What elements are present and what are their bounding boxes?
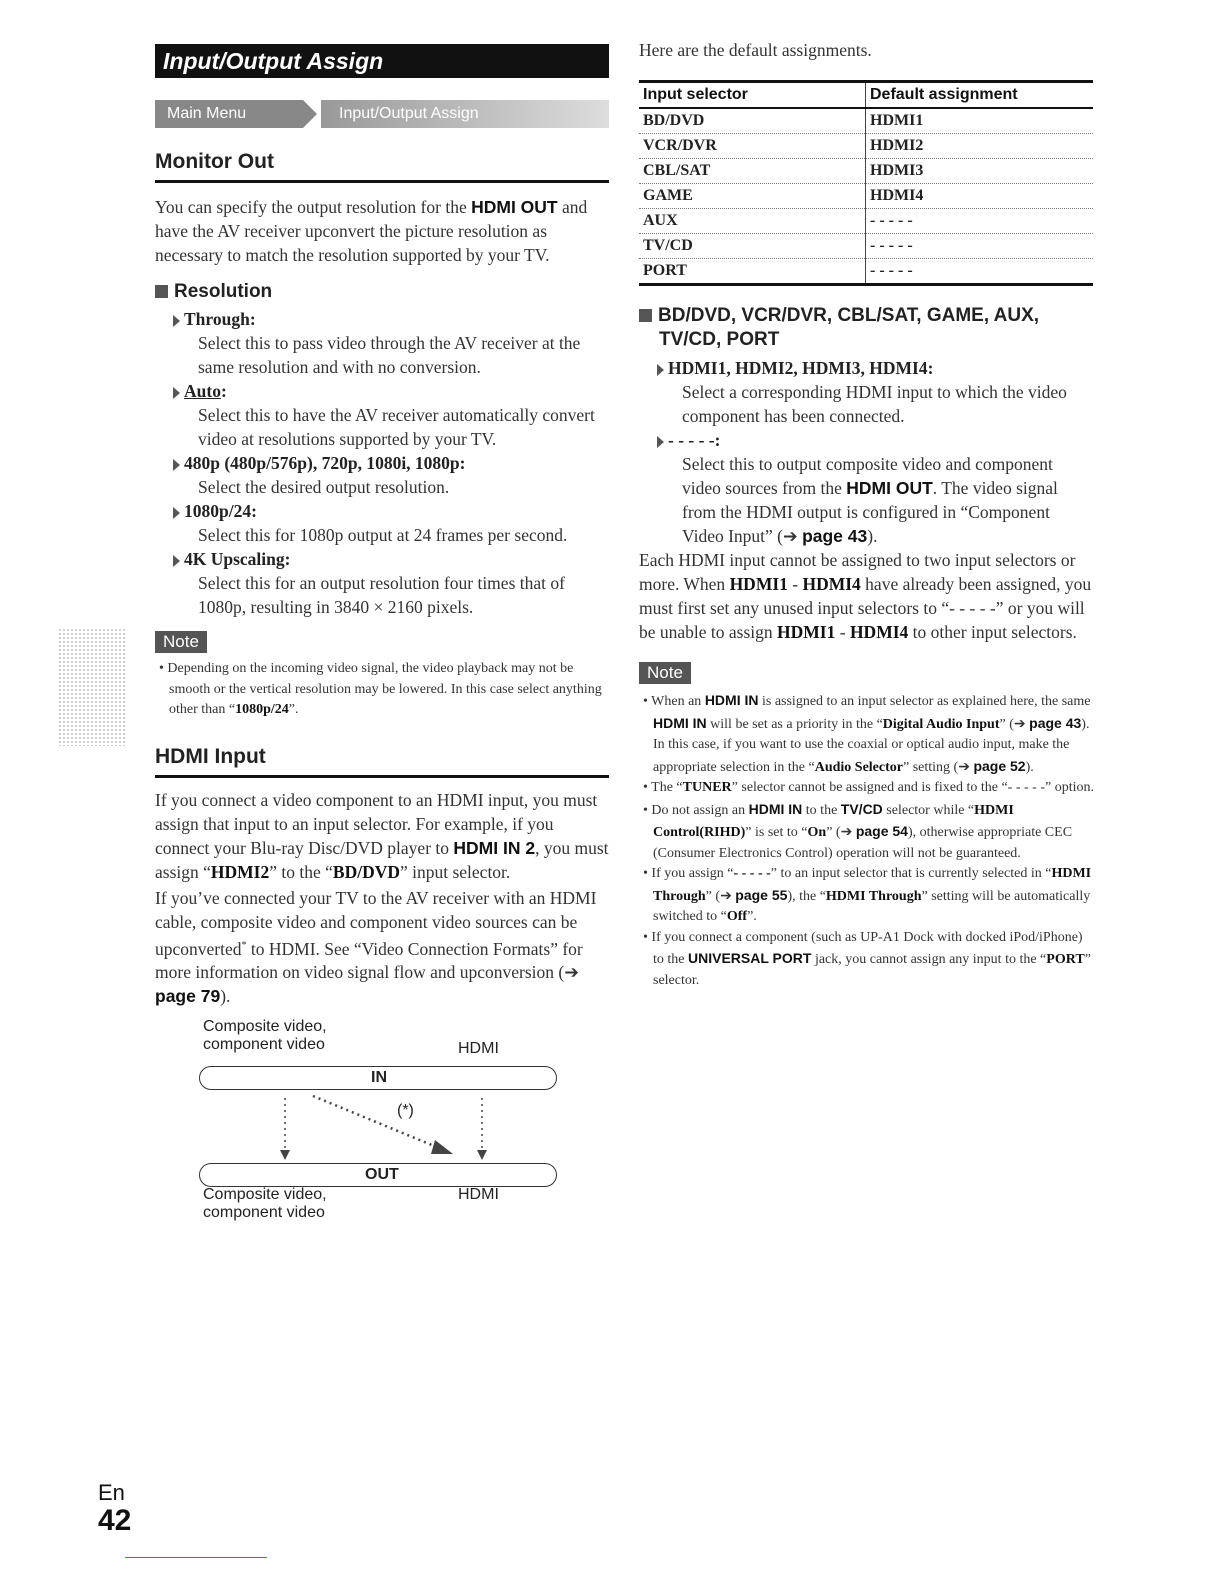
page-number: 42 bbox=[98, 1504, 132, 1537]
option-hdmi1-4: HDMI1, HDMI2, HDMI3, HDMI4: bbox=[657, 356, 1095, 380]
selector-options bbox=[639, 356, 1095, 548]
cell-input: TV/CD bbox=[639, 234, 866, 259]
option-desc: Select the desired output resolution. bbox=[198, 477, 450, 497]
option-through: Through: bbox=[173, 307, 609, 331]
cell-input: AUX bbox=[639, 209, 866, 234]
composite-down-arrow-head bbox=[280, 1150, 290, 1160]
hdmi-input-para-1: If you connect a video component to an HDMI input, you must assign that input to an input selector. For example, if you connect your Blu-ray Disc/DVD player to HDMI IN 2, you must assign “HDMI2” to the “BD/DVD” input selector. bbox=[155, 789, 609, 882]
hdmi-input-para-2: If you’ve connected your TV to the AV receiver with an HDMI cable, composite video and component video sources can be upconverted* to HDMI. See “Video Connection Formats” for more information on video signal flow and upconversion (➔ page 79). bbox=[155, 887, 597, 1007]
cell-default: HDMI1 bbox=[866, 108, 1094, 134]
table-row bbox=[639, 234, 1093, 259]
cell-default: - - - - - bbox=[866, 234, 1094, 259]
defaults-intro: Here are the default assignments. bbox=[639, 40, 872, 60]
selectors-paragraph: Each HDMI input cannot be assigned to two input selectors or more. When HDMI1 - HDMI4 have already been assigned, you must first set any unused input selectors to “- - - - -” or you will be unable to assign HDMI1 - HDMI4 to other input selectors. bbox=[639, 550, 1092, 642]
cell-input: VCR/DVR bbox=[639, 134, 866, 159]
option-1080p24: 1080p/24: bbox=[173, 499, 609, 523]
cell-default: HDMI4 bbox=[866, 184, 1094, 209]
upconversion-diagram bbox=[203, 1018, 563, 1238]
arrow-right-icon: ➔ bbox=[564, 962, 579, 983]
col-input-selector: Input selector bbox=[639, 82, 866, 109]
option-desc: Select this for 1080p output at 24 frames per second. bbox=[198, 525, 568, 545]
note-item: • If you assign “- - - - -” to an input selector that is currently selected in “HDMI Through” (➔ page 55), the “HDMI Through” setting will be automatically switched to “Off”. bbox=[643, 866, 1092, 924]
table-row bbox=[639, 259, 1093, 285]
monitor-out-heading: Monitor Out bbox=[155, 150, 609, 183]
triangle-bullet-icon bbox=[657, 364, 664, 376]
breadcrumb-current: Input/Output Assign bbox=[321, 100, 609, 128]
option-desc: Select this to have the AV receiver automatically convert video at resolutions supported by your TV. bbox=[198, 405, 595, 449]
default-assignment-table bbox=[639, 80, 1093, 286]
cell-input: PORT bbox=[639, 259, 866, 285]
resolution-heading: Resolution bbox=[155, 281, 609, 303]
diagram-top-right-label: HDMI bbox=[458, 1040, 499, 1058]
breadcrumb bbox=[155, 100, 609, 128]
option-desc: Select this to output composite video and component video sources from the HDMI OUT. The video signal from the HDMI output is configured in “Component Video Input” (➔ page 43). bbox=[682, 454, 1058, 546]
cell-default: HDMI3 bbox=[866, 159, 1094, 184]
diagram-bottom-left-label: Composite video, component video bbox=[203, 1186, 327, 1222]
cell-input: CBL/SAT bbox=[639, 159, 866, 184]
note-item: • The “TUNER” selector cannot be assigned and is fixed to the “- - - - -” option. bbox=[643, 780, 1094, 795]
note-item: • When an HDMI IN is assigned to an input selector as explained here, the same HDMI IN will be set as a priority in the “Digital Audio Input” (➔ page 43). In this case, if you want to use the coaxial or optical audio input, make the appropriate selection in the “Audio Selector” setting (➔ page 52). bbox=[643, 692, 1091, 775]
monitor-out-intro: You can specify the output resolution for the HDMI OUT and have the AV receiver upconvert the picture resolution as necessary to match the resolution supported by your TV. bbox=[155, 197, 588, 265]
note-item: • Do not assign an HDMI IN to the TV/CD selector while “HDMI Control(RIHD)” is set to “On” (➔ page 54), otherwise appropriate CEC (Consumer Electronics Control) operation will not be guaranteed. bbox=[643, 800, 1073, 861]
table-row bbox=[639, 209, 1093, 234]
triangle-bullet-icon bbox=[173, 507, 180, 519]
arrow-right-icon: ➔ bbox=[1013, 716, 1026, 732]
breadcrumb-main-menu: Main Menu bbox=[155, 100, 303, 128]
option-desc: Select this to pass video through the AV receiver at the same resolution and with no conversion. bbox=[198, 333, 581, 377]
triangle-bullet-icon bbox=[173, 459, 180, 471]
option-desc: Select a corresponding HDMI input to which the video component has been connected. bbox=[682, 382, 1067, 426]
square-bullet-icon bbox=[155, 285, 168, 298]
col-default-assignment: Default assignment bbox=[866, 82, 1094, 109]
square-bullet-icon bbox=[639, 309, 652, 322]
triangle-bullet-icon bbox=[173, 555, 180, 567]
arrow-right-icon: ➔ bbox=[840, 825, 853, 840]
selectors-heading: BD/DVD, VCR/DVR, CBL/SAT, GAME, AUX, TV/CD, PORT bbox=[639, 304, 1095, 352]
note-badge: Note bbox=[639, 662, 691, 684]
note-item: • Depending on the incoming video signal, the video playback may not be smooth or the vertical resolution may be lowered. In this case select anything other than “1080p/24”. bbox=[159, 661, 602, 717]
option-desc: Select this for an output resolution four times that of 1080p, resulting in 3840 × 2160 pixels. bbox=[198, 573, 565, 617]
diagram-bottom-right-label: HDMI bbox=[458, 1186, 499, 1204]
diagram-arrows bbox=[203, 1090, 563, 1170]
language-label: En bbox=[98, 1480, 125, 1505]
hdmi-input-heading: HDMI Input bbox=[155, 745, 609, 778]
section-title: Input/Output Assign bbox=[155, 44, 609, 78]
upconvert-diagonal-line bbox=[313, 1096, 439, 1148]
option-dashes: - - - - -: bbox=[657, 428, 1095, 452]
triangle-bullet-icon bbox=[173, 387, 180, 399]
diagram-out-label: OUT bbox=[365, 1166, 399, 1184]
note-item: • If you connect a component (such as UP-A1 Dock with docked iPod/iPhone) to the UNIVERSAL PORT jack, you cannot assign any input to the “PORT” selector. bbox=[643, 929, 1091, 988]
footer-rule bbox=[125, 1557, 267, 1558]
table-row bbox=[639, 134, 1093, 159]
table-header-row bbox=[639, 82, 1093, 109]
cell-input: GAME bbox=[639, 184, 866, 209]
table-row bbox=[639, 108, 1093, 134]
option-4k-upscaling: 4K Upscaling: bbox=[173, 547, 609, 571]
arrow-right-icon: ➔ bbox=[783, 526, 798, 546]
cell-default: HDMI2 bbox=[866, 134, 1094, 159]
cell-default: - - - - - bbox=[866, 209, 1094, 234]
diagram-top-left-label: Composite video, component video bbox=[203, 1018, 327, 1054]
option-auto: Auto: bbox=[173, 379, 609, 403]
upconvert-arrow-head bbox=[431, 1140, 453, 1154]
right-column bbox=[639, 38, 1095, 991]
triangle-bullet-icon bbox=[173, 315, 180, 327]
hdmi-down-arrow-head bbox=[477, 1150, 487, 1160]
cell-input: BD/DVD bbox=[639, 108, 866, 134]
resolution-options bbox=[155, 307, 609, 619]
table-row bbox=[639, 159, 1093, 184]
margin-dot-pattern bbox=[58, 628, 126, 746]
selectors-note-block bbox=[639, 662, 1095, 991]
option-480p: 480p (480p/576p), 720p, 1080i, 1080p: bbox=[173, 451, 609, 475]
note-badge: Note bbox=[155, 631, 207, 653]
arrow-right-icon: ➔ bbox=[958, 759, 970, 775]
cell-default: - - - - - bbox=[866, 259, 1094, 285]
arrow-right-icon: ➔ bbox=[720, 888, 732, 904]
page-footer bbox=[98, 1480, 131, 1538]
left-column bbox=[155, 44, 609, 1238]
diagram-in-label: IN bbox=[371, 1069, 387, 1087]
triangle-bullet-icon bbox=[657, 436, 664, 448]
diagram-star-label: (*) bbox=[397, 1102, 414, 1120]
table-row bbox=[639, 184, 1093, 209]
note-block bbox=[155, 631, 609, 721]
breadcrumb-arrow-icon bbox=[303, 100, 317, 128]
